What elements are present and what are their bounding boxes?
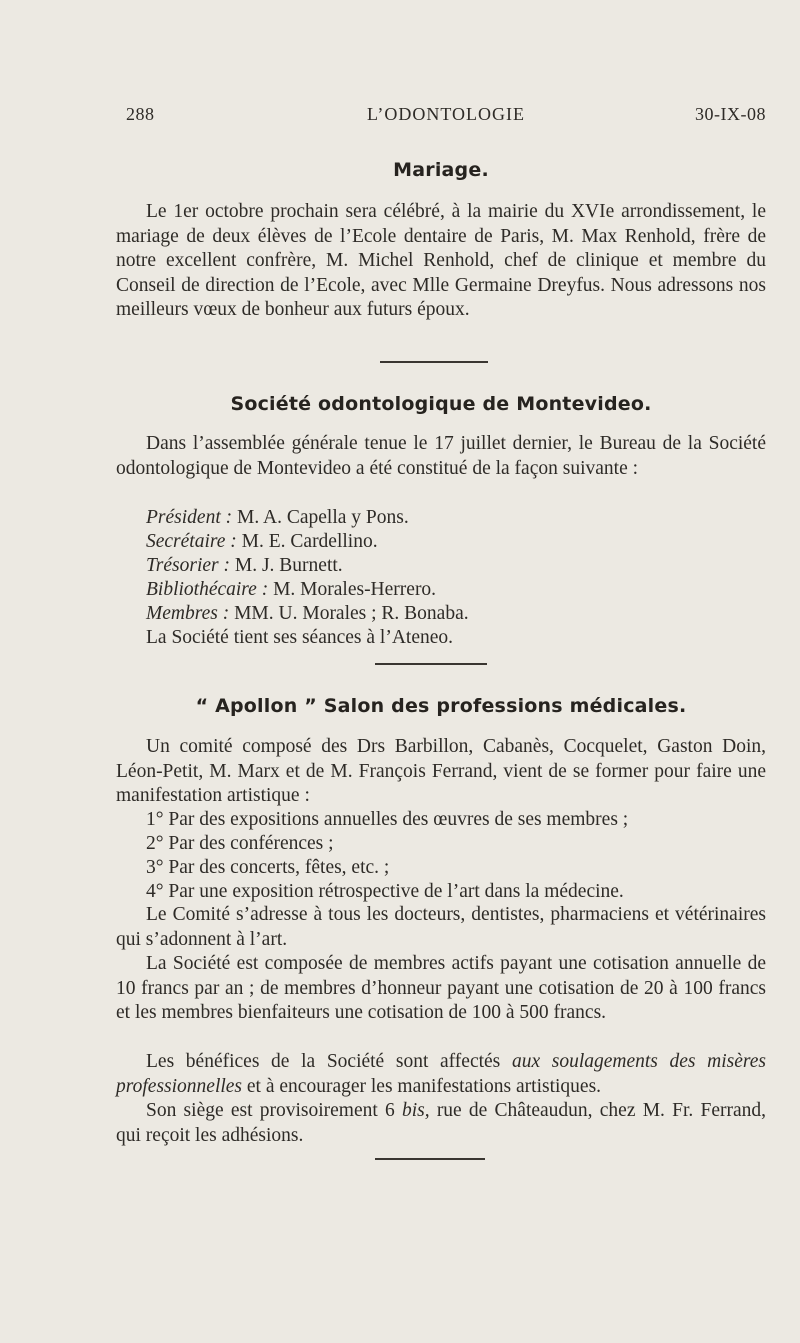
text-run: Les bénéfices de la Société sont affectés xyxy=(146,1051,501,1072)
section-divider xyxy=(380,361,488,363)
running-head xyxy=(126,104,766,134)
text-run-italic: bis, xyxy=(401,1100,430,1121)
montevideo-closing: La Société tient ses séances à l’Ateneo. xyxy=(146,627,454,648)
bureau-row-membres xyxy=(146,602,766,627)
bureau-row-bibliothecaire xyxy=(146,578,766,603)
section-heading-montevideo: Société odontologique de Montevideo. xyxy=(230,393,652,415)
bureau-name: M. Morales-Herrero. xyxy=(273,579,437,600)
apollon-comite-paragraph: Le Comité s’adresse à tous les docteurs, dentistes, pharmaciens et vétérinaires qui s’adonnent à l’art. xyxy=(116,904,766,950)
bureau-name: M. E. Cardellino. xyxy=(241,531,378,552)
issue-date: 30-IX-08 xyxy=(695,104,766,124)
apollon-list-item: 3° Par des concerts, fêtes, etc. ; xyxy=(146,857,390,878)
apollon-list-item: 4° Par une exposition rétrospective de l’art dans la médecine. xyxy=(146,881,624,902)
bureau-role: Trésorier : xyxy=(146,555,230,576)
apollon-siege-paragraph xyxy=(116,1099,766,1148)
section-heading-mariage: Mariage. xyxy=(393,159,489,181)
apollon-benefices-paragraph xyxy=(116,1050,766,1099)
section-heading-apollon: “ Apollon ” Salon des professions médicales. xyxy=(195,695,687,717)
text-run: rue de Châteaudun, chez M. Fr. Ferrand, qui reçoit les adhésions. xyxy=(116,1100,766,1146)
montevideo-intro: Dans l’assemblée générale tenue le 17 juillet dernier, le Bureau de la Société odontologique de Montevideo a été constitué de la façon suivante : xyxy=(116,433,766,479)
mariage-paragraph: Le 1er octobre prochain sera célébré, à la mairie du XVIe arrondissement, le mariage de deux élèves de l’Ecole dentaire de Paris, M. Max Renhold, frère de notre excellent confrère, M. Michel Renhold, chef de clinique et membre du Conseil de direction de l’Ecole, avec Mlle Germaine Dreyfus. Nous adressons nos meilleurs vœux de bonheur aux futurs époux. xyxy=(116,201,766,320)
text-run: Son siège est provisoirement 6 xyxy=(146,1100,395,1121)
apollon-intro: Un comité composé des Drs Barbillon, Cabanès, Cocquelet, Gaston Doin, Léon-Petit, M. Marx et de M. François Ferrand, vient de se former pour faire une manifestation artistique : xyxy=(116,736,766,806)
bureau-row-secretaire xyxy=(146,530,766,555)
bureau-row-tresorier xyxy=(146,554,766,579)
text-run: et à encourager les manifestations artistiques. xyxy=(246,1075,602,1097)
text-run-italic: aux soulagements des misères professionnelles xyxy=(116,1051,767,1097)
section-divider xyxy=(375,1158,485,1160)
bureau-role: Membres : xyxy=(146,603,230,624)
bureau-row-president xyxy=(146,506,766,531)
bureau-name: M. J. Burnett. xyxy=(234,555,343,576)
journal-title: L’ODONTOLOGIE xyxy=(367,104,525,124)
bureau-name: MM. U. Morales ; R. Bonaba. xyxy=(234,603,469,624)
bureau-name: M. A. Capella y Pons. xyxy=(236,507,409,528)
apollon-list-item: 2° Par des conférences ; xyxy=(146,833,334,854)
apollon-societe-paragraph: La Société est composée de membres actifs payant une cotisation annuelle de 10 francs par an ; de membres d’honneur payant une cotisation de 20 à 100 francs et les membres bienfaiteurs une cotisation de 100 à 500 francs. xyxy=(116,953,766,1023)
bureau-role: Bibliothécaire : xyxy=(146,579,269,600)
bureau-role: Secrétaire : xyxy=(146,531,237,552)
section-divider xyxy=(375,663,487,665)
page-number: 288 xyxy=(126,104,155,124)
bureau-role: Président : xyxy=(146,507,233,528)
apollon-list-item: 1° Par des expositions annuelles des œuvres de ses membres ; xyxy=(146,809,629,830)
